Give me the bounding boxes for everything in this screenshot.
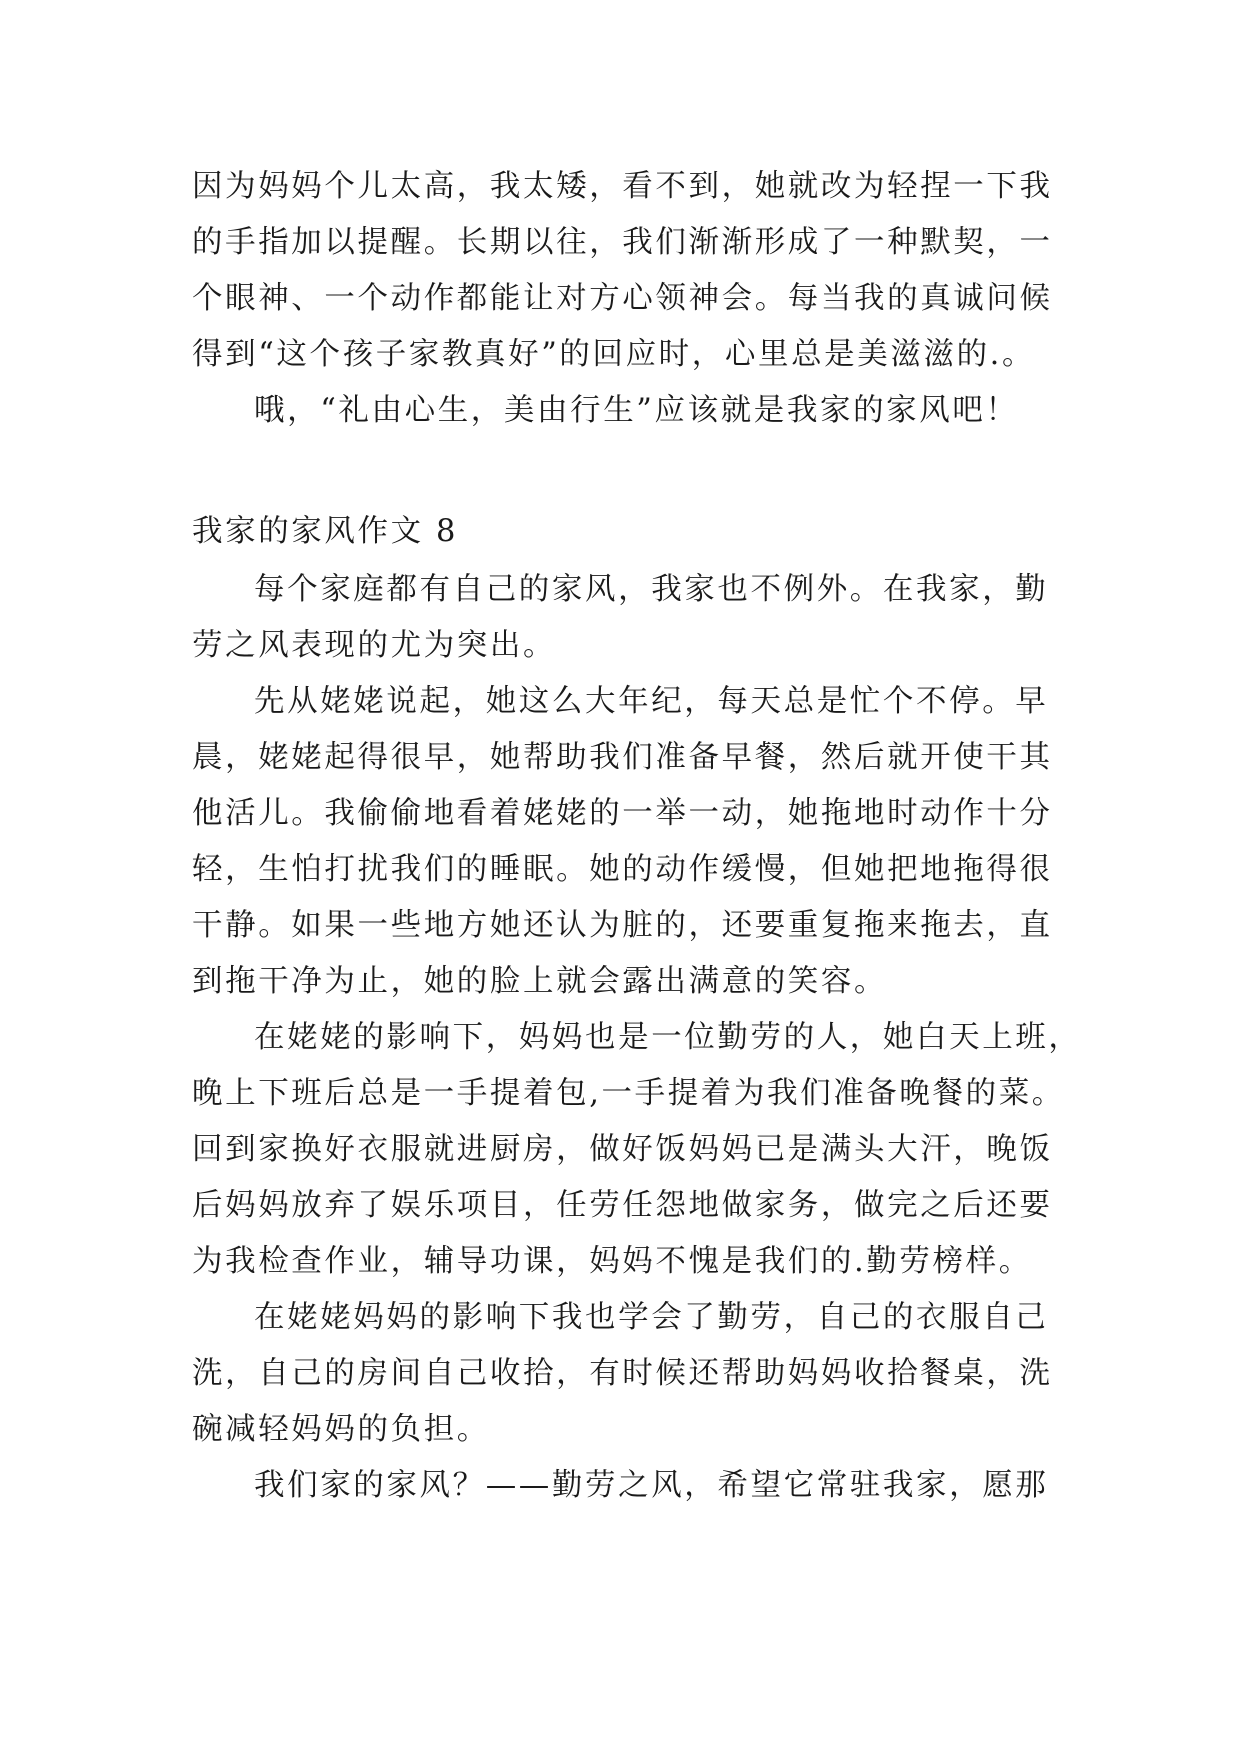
text-line: 得到“这个孩子家教真好”的回应时，心里总是美滋滋的.。 <box>192 337 1036 372</box>
text-line: 晨，姥姥起得很早，她帮助我们准备早餐，然后就开使干其 <box>192 740 1053 775</box>
text-line: 因为妈妈个儿太高，我太矮，看不到，她就改为轻捏一下我 <box>192 169 1053 204</box>
text-line: 后妈妈放弃了娱乐项目，任劳任怨地做家务，做完之后还要 <box>192 1188 1053 1223</box>
text-line: 他活儿。我偷偷地看着姥姥的一举一动，她拖地时动作十分 <box>192 796 1053 831</box>
essay-title: 我家的家风作文 8 <box>192 514 458 549</box>
text-line: 每个家庭都有自己的家风，我家也不例外。在我家，勤 <box>254 572 1049 607</box>
text-line: 劳之风表现的尤为突出。 <box>192 628 557 663</box>
text-line: 的手指加以提醒。长期以往，我们渐渐形成了一种默契，一 <box>192 225 1053 260</box>
text-line: 到拖干净为止，她的脸上就会露出满意的笑容。 <box>192 964 888 999</box>
text-line: 洗，自己的房间自己收拾，有时候还帮助妈妈收拾餐桌，洗 <box>192 1356 1053 1391</box>
text-line: 回到家换好衣服就进厨房，做好饭妈妈已是满头大汗，晚饭 <box>192 1132 1053 1167</box>
text-line: 我们家的家风？——勤劳之风，希望它常驻我家，愿那 <box>254 1468 1049 1503</box>
text-line: 个眼神、一个动作都能让对方心领神会。每当我的真诚问候 <box>192 281 1053 316</box>
text-line: 为我检查作业，辅导功课，妈妈不愧是我们的.勤劳榜样。 <box>192 1244 1032 1279</box>
text-line: 在姥姥的影响下，妈妈也是一位勤劳的人，她白天上班， <box>254 1020 1082 1055</box>
text-line: 碗减轻妈妈的负担。 <box>192 1412 490 1447</box>
text-line: 干静。如果一些地方她还认为脏的，还要重复拖来拖去，直 <box>192 908 1053 943</box>
text-line: 晚上下班后总是一手提着包,一手提着为我们准备晚餐的菜。 <box>192 1076 1065 1111</box>
text-line: 在姥姥妈妈的影响下我也学会了勤劳，自己的衣服自己 <box>254 1300 1049 1335</box>
text-line: 哦，“礼由心生，美由行生”应该就是我家的家风吧！ <box>254 393 1019 428</box>
text-line: 先从姥姥说起，她这么大年纪，每天总是忙个不停。早 <box>254 684 1049 719</box>
text-line: 轻，生怕打扰我们的睡眠。她的动作缓慢，但她把地拖得很 <box>192 852 1053 887</box>
